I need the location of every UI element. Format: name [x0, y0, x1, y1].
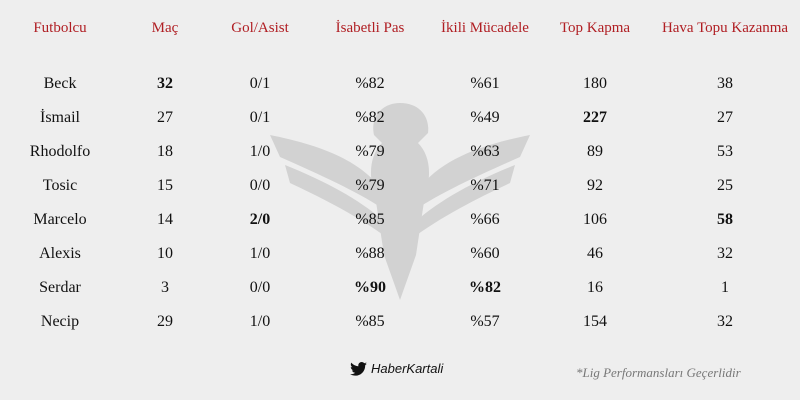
- cell-hava-topu: 25: [717, 177, 733, 194]
- table-row: [0, 203, 800, 237]
- cell-player: Rhodolfo: [29, 143, 91, 160]
- table-row: [0, 237, 800, 271]
- cell-isabetli-pas: %90: [354, 279, 386, 296]
- cell-player: Beck: [43, 75, 77, 92]
- footnote: *Lig Performansları Geçerlidir: [576, 365, 741, 380]
- cell-top-kapma: 106: [583, 211, 607, 228]
- cell-ikili-mucadele: %71: [470, 177, 500, 194]
- table-row: [0, 67, 800, 101]
- table-header-row: [0, 14, 800, 67]
- table-row: [0, 271, 800, 305]
- player-stats-table: [0, 14, 800, 339]
- cell-ikili-mucadele: %57: [470, 313, 500, 330]
- col-header-isabetli-pas: İsabetli Pas: [335, 20, 405, 36]
- cell-hava-topu: 1: [721, 279, 729, 296]
- cell-top-kapma: 89: [587, 143, 603, 160]
- cell-player: Necip: [40, 313, 80, 330]
- cell-ikili-mucadele: %66: [470, 211, 500, 228]
- cell-top-kapma: 46: [587, 245, 603, 262]
- col-header-mac: Maç: [151, 20, 179, 36]
- table-row: [0, 169, 800, 203]
- cell-top-kapma: 92: [587, 177, 603, 194]
- cell-ikili-mucadele: %61: [470, 75, 500, 92]
- brand-name: HaberKartali: [371, 361, 444, 376]
- cell-hava-topu: 58: [717, 211, 733, 228]
- cell-mac: 32: [157, 75, 173, 92]
- cell-ikili-mucadele: %49: [470, 109, 500, 126]
- cell-gol-asist: 1/0: [249, 245, 271, 262]
- cell-hava-topu: 53: [717, 143, 733, 160]
- cell-mac: 18: [157, 143, 173, 160]
- cell-gol-asist: 1/0: [249, 313, 271, 330]
- col-header-gol-asist: Gol/Asist: [231, 20, 289, 36]
- col-header-player: Futbolcu: [33, 20, 87, 36]
- col-header-top-kapma: Top Kapma: [559, 20, 631, 36]
- footer-brand: [350, 361, 443, 376]
- cell-isabetli-pas: %79: [355, 143, 385, 160]
- col-header-ikili-mucadele: İkili Mücadele: [441, 20, 529, 36]
- table-row: [0, 305, 800, 339]
- cell-hava-topu: 38: [717, 75, 733, 92]
- cell-top-kapma: 227: [583, 109, 607, 126]
- cell-mac: 27: [157, 109, 173, 126]
- cell-gol-asist: 2/0: [249, 211, 271, 228]
- cell-player: Serdar: [39, 279, 81, 296]
- cell-mac: 14: [157, 211, 173, 228]
- col-header-hava-topu: Hava Topu Kazanma: [661, 20, 789, 36]
- cell-player: Alexis: [39, 245, 81, 262]
- cell-player: Tosic: [42, 177, 78, 194]
- cell-hava-topu: 32: [717, 245, 733, 262]
- cell-mac: 15: [157, 177, 173, 194]
- cell-top-kapma: 16: [587, 279, 603, 296]
- cell-top-kapma: 154: [583, 313, 607, 330]
- table-row: [0, 101, 800, 135]
- cell-isabetli-pas: %85: [355, 211, 385, 228]
- cell-gol-asist: 0/1: [249, 109, 271, 126]
- cell-ikili-mucadele: %60: [470, 245, 500, 262]
- cell-ikili-mucadele: %82: [469, 279, 501, 296]
- cell-mac: 3: [161, 279, 169, 296]
- cell-isabetli-pas: %82: [355, 75, 385, 92]
- cell-isabetli-pas: %88: [355, 245, 385, 262]
- cell-gol-asist: 0/0: [249, 279, 271, 296]
- cell-player: İsmail: [40, 109, 80, 126]
- cell-gol-asist: 0/1: [249, 75, 271, 92]
- cell-mac: 29: [157, 313, 173, 330]
- cell-gol-asist: 1/0: [249, 143, 271, 160]
- cell-isabetli-pas: %85: [355, 313, 385, 330]
- twitter-bird-icon: [350, 362, 367, 376]
- cell-player: Marcelo: [33, 211, 87, 228]
- cell-hava-topu: 27: [717, 109, 733, 126]
- table-row: [0, 135, 800, 169]
- cell-hava-topu: 32: [717, 313, 733, 330]
- cell-gol-asist: 0/0: [249, 177, 271, 194]
- cell-ikili-mucadele: %63: [470, 143, 500, 160]
- cell-mac: 10: [157, 245, 173, 262]
- cell-top-kapma: 180: [583, 75, 607, 92]
- cell-isabetli-pas: %79: [355, 177, 385, 194]
- cell-isabetli-pas: %82: [355, 109, 385, 126]
